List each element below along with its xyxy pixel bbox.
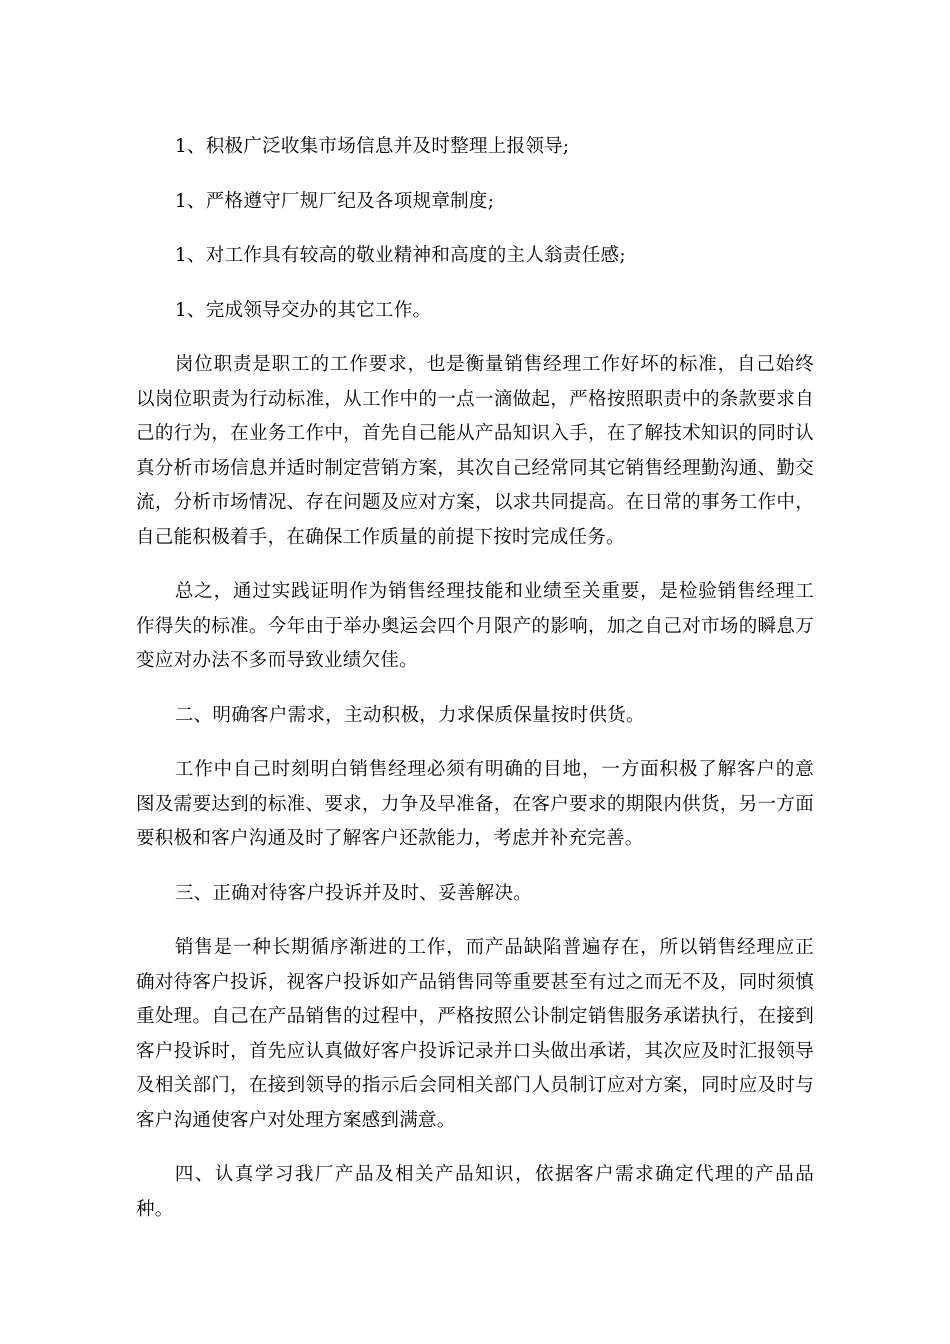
list-item-collect-market-info: 1、积极广泛收集市场信息并及时整理上报领导; (174, 136, 570, 157)
paragraph-customer-needs: 工作中自己时刻明白销售经理必须有明确的目地，一方面积极了解客户的意图及需要达到的标准、要求，力争及早准备，在客户要求的期限内供货，另一方面要积极和客户沟通及时了解客户还款能力，考虑并补充完善。 (136, 759, 814, 849)
document-page (136, 130, 814, 1247)
list-item-other-work: 1、完成领导交办的其它工作。 (174, 299, 432, 321)
section-heading-customer-needs: 二、明确客户需求，主动积极，力求保质保量按时供货。 (174, 704, 645, 726)
paragraph-complaints: 销售是一种长期循序渐进的工作，而产品缺陷普遍存在，所以销售经理应正确对待客户投诉，视客户投诉如产品销售同等重要甚至有过之而无不及，同时须慎重处理。自己在产品销售的过程中，严格按照公讣制定销售服务承诺执行，在接到客户投诉时，首先应认真做好客户投诉记录并口头做出承诺，其次应及时汇报领导及相关部门，在接到领导的指示后会同相关部门人员制订应对方案，同时应及时与客户沟通使客户对处理方案感到满意。 (136, 937, 814, 1131)
paragraph-job-duties: 岗位职责是职工的工作要求，也是衡量销售经理工作好坏的标准，自己始终以岗位职责为行动标准，从工作中的一点一滴做起，严格按照职责中的条款要求自己的行为，在业务工作中，首先自己能从产品知识入手，在了解技术知识的同时认真分析市场信息并适时制定营销方案，其次自己经常同其它销售经理勤沟通、勤交流，分析市场情况、存在问题及应对方案，以求共同提高。在日常的事务工作中，自己能积极着手，在确保工作质量的前提下按时完成任务。 (136, 354, 814, 548)
paragraph-summary: 总之，通过实践证明作为销售经理技能和业绩至关重要，是检验销售经理工作得失的标准。今年由于举办奥运会四个月限产的影响，加之自己对市场的瞬息万变应对办法不多而导致业绩欠佳。 (136, 581, 814, 671)
list-item-obey-rules: 1、严格遵守厂规厂纪及各项规章制度; (174, 190, 495, 212)
section-heading-complaints: 三、正确对待客户投诉并及时、妥善解决。 (174, 882, 533, 904)
section-heading-product-knowledge: 四、认真学习我厂产品及相关产品知识，依据客户需求确定代理的产品品种。 (136, 1164, 814, 1220)
list-item-dedication: 1、对工作具有较高的敬业精神和高度的主人翁责任感; (174, 245, 626, 266)
